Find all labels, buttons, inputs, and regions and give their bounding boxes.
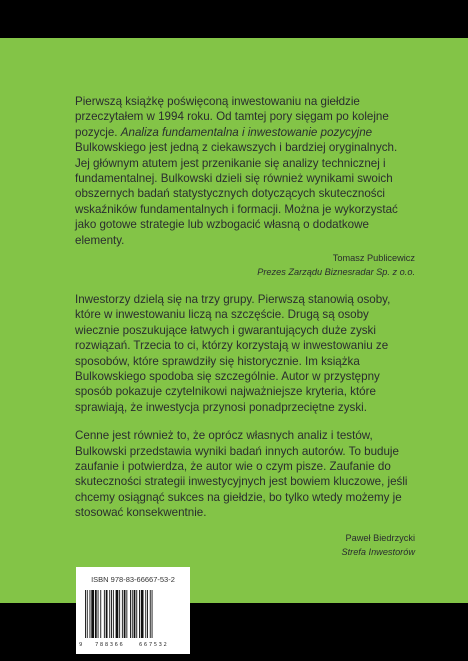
barcode-bar [139,590,140,638]
barcode-bar [119,590,120,638]
barcode-bar [106,590,108,638]
barcode-bar [90,590,91,638]
back-cover [0,38,468,603]
barcode-bar [132,590,133,638]
barcode-bar [100,590,101,638]
barcode-bar [104,590,105,638]
barcode-bars [85,590,181,638]
quote-1-text-after: Bulkowskiego jest jedną z ciekawszych i bardziej oryginalnych. Jej głównym atutem jest przenikanie się analizy technicznej i fundamentalnej. Bulkowski dzieli się również wynikami swoich obszernych badań statystycznych dotyczących skuteczności wskaźników fundamentalnych i formacji. Można je wykorzystać jako gotowe strategie lub wzbogacić własną o dodatkowe elementy. [75,141,398,247]
barcode-bar [85,590,86,638]
barcode-digits-right: 667532 [139,642,169,648]
barcode-bar [113,590,114,638]
barcode-bar [109,590,110,638]
quote-1-text-before: Pierwszą książkę poświęconą inwestowaniu na giełdzie przeczytałem w 1994 roku. Od tamtej pory sięgam po kolejne pozycje. [75,95,389,139]
review-quote-1 [75,94,415,248]
review-quote-2 [75,292,415,521]
barcode-digits-left: 788366 [95,642,125,648]
barcode-bar [91,590,94,638]
barcode-bar [145,590,146,638]
review-2-signature [341,532,415,559]
review-2-role: Strefa Inwestorów [341,546,415,557]
barcode-bar [150,590,151,638]
barcode-bar [152,590,153,638]
isbn-number: ISBN 978-83-66667-53-2 [91,575,175,584]
barcode-bar [124,590,126,638]
barcode-bar [136,590,137,638]
review-quote-2-paragraph-1: Inwestorzy dzielą się na trzy grupy. Pierwszą stanowią osoby, które w inwestowaniu liczą na szczęście. Drugą są osoby wiecznie poszukujące łatwych i gwarantujących duże zyski rozwiązań. Trzecia to ci, którzy korzystają w inwestowaniu ze sposobów, które sprawdziły się historycznie. Im książka Bulkowskiego spodoba się szczególnie. Autor w przystępny sposób pokazuje czytelnikowi najważniejsze kryteria, które sprawiają, że inwestycja przynosi ponadprzeciętne zyski. [75,293,391,414]
review-quote-1-text [75,94,415,248]
review-1-author: Tomasz Publicewicz [332,253,415,263]
barcode-bar [122,590,123,638]
isbn-barcode-label [76,567,190,654]
barcode-bar [116,590,119,638]
barcode-bar [111,590,112,638]
barcode-bar [134,590,136,638]
barcode-digit-first: 9 [79,642,83,648]
barcode-bar [98,590,99,638]
review-1-signature [257,252,415,279]
review-quote-2-paragraph-2: Cenne jest również to, że oprócz własnych analiz i testów, Bulkowski przedstawia wyniki badań innych autorów. To buduje zaufanie i potwierdza, że autor wie o czym pisze. Zaufanie do skuteczności strategii inwestycyjnych jest bowiem kluczowe, jeśli chcemy osiągnąć sukces na giełdzie, bo tylko wtedy możemy je stosować konsekwentnie. [75,429,408,520]
barcode-bar [87,590,88,638]
barcode-bar [126,590,127,638]
barcode-bar [95,590,97,638]
book-title: Analiza fundamentalna i inwestowanie pozycyjne [120,125,373,139]
barcode-bar [147,590,148,638]
review-1-role: Prezes Zarządu Biznesradar Sp. z o.o. [257,266,415,277]
barcode-bar [130,590,131,638]
barcode-bar [141,590,144,638]
review-2-author: Paweł Biedrzycki [345,533,415,543]
